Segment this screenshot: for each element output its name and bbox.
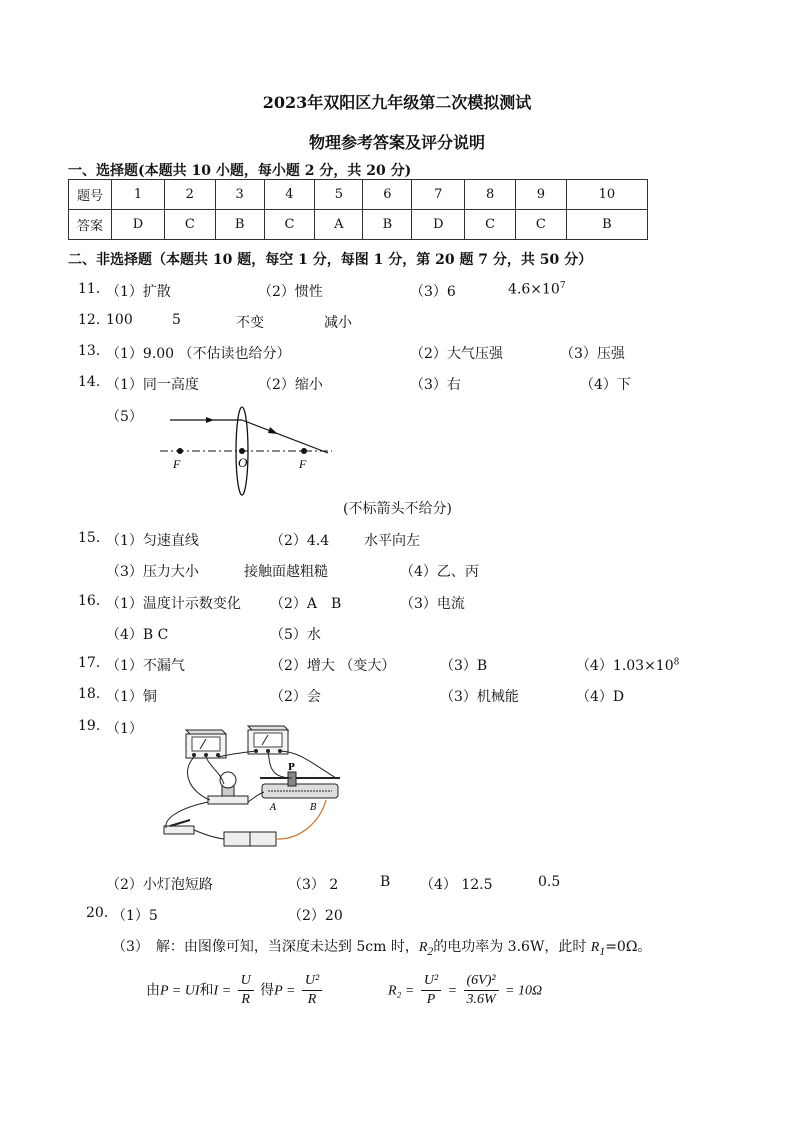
lens-ray-diagram — [160, 403, 340, 498]
table-cell: 8 — [465, 180, 516, 210]
answer-table — [68, 179, 648, 240]
optical-center-label: O — [238, 455, 248, 470]
q18-answer-4: （4）D — [576, 689, 625, 705]
table-cell: D — [112, 210, 165, 240]
q18-answer-1: （1）铜 — [106, 689, 157, 705]
q18-answer-2: （2）会 — [270, 689, 321, 705]
q13-answer-2: （2）大气压强 — [410, 346, 503, 362]
q12-answer-3: 不变 — [236, 315, 264, 331]
table-cell: 10 — [566, 180, 647, 210]
focus-label-left: F — [173, 457, 181, 471]
table-cell: 4 — [264, 180, 315, 210]
q20-answer-2: （2）20 — [288, 908, 343, 924]
table-cell: D — [412, 210, 465, 240]
formula-1: 由P = UI和I = $\frac{U}{R}$ 得P = $\frac{\text{U²}}{R}$ — [146, 972, 324, 1009]
q15-answer-4: （3）压力大小 — [106, 564, 199, 580]
slider-label-p: P — [288, 763, 295, 773]
table-cell: 6 — [363, 180, 412, 210]
q19-answer-1: （1） — [106, 721, 143, 737]
q12-answer-2: 5 — [172, 312, 181, 328]
page-title: 2023年双阳区九年级第二次模拟测试 — [262, 93, 532, 112]
voltmeter-icon — [186, 730, 226, 758]
q19-answer-6: 0.5 — [538, 874, 561, 890]
q19-answer-2: （2）小灯泡短路 — [106, 877, 213, 893]
q20-answer-3: （3） 解：由图像可知，当深度未达到 5cm 时，$R_2$的电功率为 3.6W，此时 $R_1=0\Omega$。 — [112, 939, 652, 958]
q16-answer-2: （2）A B — [270, 596, 342, 612]
q17-number: 17. — [78, 655, 101, 671]
table-cell: B — [215, 210, 264, 240]
table-cell: 题号 — [69, 180, 112, 210]
q14-answer-5: （5） — [106, 409, 143, 425]
table-row — [69, 210, 648, 240]
section2-heading: 二、非选择题（本题共 10 题，每空 1 分，每图 1 分，第 20 题 7 分，共 50 分） — [68, 252, 593, 268]
q16-answer-1: （1）温度计示数变化 — [106, 596, 241, 612]
table-cell: 1 — [112, 180, 165, 210]
q11-answer-4: $4.6\times 10^7$ — [508, 281, 566, 298]
q15-answer-3: 水平向左 — [364, 533, 420, 549]
table-cell: 答案 — [69, 210, 112, 240]
q19-answer-4: B — [380, 874, 391, 890]
q18-answer-3: （3）机械能 — [440, 689, 519, 705]
q11-number: 11. — [78, 281, 101, 297]
q12-number: 12. — [78, 312, 101, 328]
battery-icon — [224, 832, 276, 846]
q19-answer-3: （3） 2 — [288, 877, 339, 893]
q14-number: 14. — [78, 374, 101, 390]
q15-answer-2: （2）4.4 — [270, 533, 330, 549]
q15-answer-1: （1）匀速直线 — [106, 533, 199, 549]
arrow-icon — [206, 417, 214, 423]
q19-answer-5: （4） 12.5 — [420, 877, 493, 893]
q14-answer-3: （3）右 — [410, 377, 461, 393]
table-cell: 7 — [412, 180, 465, 210]
q15-number: 15. — [78, 530, 101, 546]
page-subtitle: 物理参考答案及评分说明 — [308, 133, 485, 152]
table-cell: C — [515, 210, 566, 240]
q17-answer-4: $(4)1.03\times 10^8$ — [576, 657, 680, 674]
table-cell: C — [164, 210, 215, 240]
q11-answer-2: （2）惯性 — [258, 284, 323, 300]
q14-answer-2: （2）缩小 — [258, 377, 323, 393]
q15-answer-6: （4）乙、丙 — [400, 564, 479, 580]
table-cell: 9 — [515, 180, 566, 210]
q12-answer-4: 减小 — [324, 315, 352, 331]
section1-heading: 一、选择题(本题共 10 小题，每小题 2 分，共 20 分) — [68, 163, 412, 179]
switch-icon — [164, 820, 194, 834]
q15-answer-5: 接触面越粗糙 — [244, 564, 328, 580]
table-cell: B — [566, 210, 647, 240]
table-cell: 3 — [215, 180, 264, 210]
bulb-icon — [208, 772, 248, 804]
q20-number: 20. — [86, 905, 109, 921]
table-row — [69, 180, 648, 210]
q12-answer-1: 100 — [106, 312, 133, 328]
table-cell: B — [363, 210, 412, 240]
terminal-label-a: A — [270, 803, 277, 813]
table-cell: 2 — [164, 180, 215, 210]
q19-number: 19. — [78, 718, 101, 734]
q14-answer-4: （4）下 — [580, 377, 631, 393]
table-cell: C — [465, 210, 516, 240]
q20-answer-1: （1）5 — [112, 908, 158, 924]
q16-number: 16. — [78, 593, 101, 609]
circuit-diagram — [150, 722, 350, 862]
q16-answer-3: （3）电流 — [400, 596, 465, 612]
q17-answer-2: （2）增大 （变大） — [270, 658, 396, 674]
table-cell: 5 — [315, 180, 363, 210]
formula-2: R₂ = $\frac{\text{U²}}{P}$ = $\frac{\text{(6V)²}}{3.6W}$ = 10Ω — [388, 973, 543, 1007]
q14-note: (不标箭头不给分) — [343, 501, 452, 517]
ammeter-icon — [248, 726, 288, 754]
q16-answer-4: （4）B C — [106, 627, 169, 643]
q14-answer-1: （1）同一高度 — [106, 377, 199, 393]
q17-answer-3: （3）B — [440, 658, 488, 674]
arrow-icon — [268, 427, 278, 434]
terminal-label-b: B — [310, 803, 317, 813]
q18-number: 18. — [78, 686, 101, 702]
q11-answer-3: （3）6 — [410, 284, 456, 300]
table-cell: C — [264, 210, 315, 240]
q13-answer-3: （3）压强 — [560, 346, 625, 362]
q11-answer-1: （1）扩散 — [106, 284, 171, 300]
q13-number: 13. — [78, 343, 101, 359]
focus-label-right: F — [299, 457, 307, 471]
q17-answer-1: （1）不漏气 — [106, 658, 185, 674]
rheostat-icon — [260, 763, 340, 813]
q16-answer-5: （5）水 — [270, 627, 321, 643]
q13-answer-1: （1）9.00 （不估读也给分） — [106, 346, 291, 362]
table-cell: A — [315, 210, 363, 240]
